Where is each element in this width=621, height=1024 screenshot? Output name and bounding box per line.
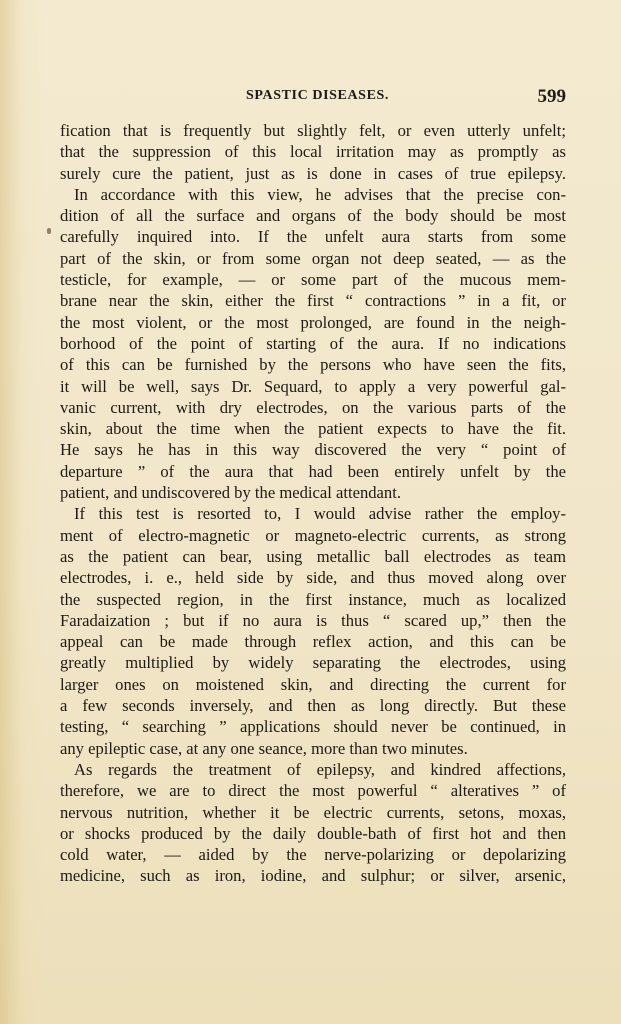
text-line: In accordance with this view, he advises that the precise con- [74,184,566,204]
page-header [60,86,566,108]
text-line: departure ” of the aura that had been entirely unfelt by the [60,461,566,481]
text-line: testicle, for example, — or some part of the mucous mem- [60,270,566,290]
text-line: carefully inquired into. If the unfelt aura starts from some [60,227,566,247]
text-line: ment of electro-magnetic or magneto-electric currents, as strong [60,525,566,545]
ink-blemish [47,228,51,234]
text-line: borhood of the point of starting of the aura. If no indications [60,333,566,353]
text-line: brane near the skin, either the first “ contractions ” in a fit, or [60,291,566,311]
text-line: that the suppression of this local irritation may as promptly as [60,142,566,162]
text-line: cold water, — aided by the nerve-polarizing or depolarizing [60,845,566,865]
text-line: He says he has in this way discovered the very “ point of [60,440,566,460]
running-head: SPASTIC DISEASES. [246,88,389,103]
text-line: larger ones on moistened skin, and directing the current for [60,674,566,694]
page-number: 599 [537,86,566,107]
text-line: of this can be furnished by the persons who have seen the fits, [60,355,566,375]
body-text [60,120,566,887]
text-line: the most violent, or the most prolonged, are found in the neigh- [60,312,566,332]
text-line: any epileptic case, at any one seance, more than two minutes. [60,738,468,758]
text-line: nervous nutrition, whether it be electric currents, setons, moxas, [60,802,566,822]
text-line: part of the skin, or from some organ not deep seated, — as the [60,248,566,268]
text-line: Faradaization ; but if no aura is thus “ scared up,” then the [60,610,566,630]
text-line: it will be well, says Dr. Sequard, to apply a very powerful gal- [60,376,566,396]
text-line: electrodes, i. e., held side by side, and thus moved along over [60,568,566,588]
text-line: surely cure the patient, just as is done in cases of true epilepsy. [60,163,566,183]
text-line: testing, “ searching ” applications should never be continued, in [60,717,566,737]
text-line: If this test is resorted to, I would advise rather the employ- [74,504,566,524]
text-line: fication that is frequently but slightly felt, or even utterly unfelt; [60,121,566,140]
text-line: dition of all the surface and organs of the body should be most [60,206,566,226]
text-line: skin, about the time when the patient expects to have the fit. [60,419,566,439]
text-line: patient, and undiscovered by the medical attendant. [60,483,401,503]
text-line: the suspected region, in the first instance, much as localized [60,589,566,609]
text-line: vanic current, with dry electrodes, on the various parts of the [60,397,566,417]
text-line: greatly multiplied by widely separating the electrodes, using [60,653,566,673]
text-line: or shocks produced by the daily double-bath of first hot and then [60,823,566,843]
text-line: medicine, such as iron, iodine, and sulphur; or silver, arsenic, [60,866,566,886]
text-line: appeal can be made through reflex action, and this can be [60,632,566,652]
text-line: as the patient can bear, using metallic ball electrodes as team [60,546,566,566]
text-line: therefore, we are to direct the most powerful “ alteratives ” of [60,781,566,801]
text-line: As regards the treatment of epilepsy, and kindred affections, [74,759,566,779]
text-line: a few seconds inversely, and then as long directly. But these [60,696,566,716]
